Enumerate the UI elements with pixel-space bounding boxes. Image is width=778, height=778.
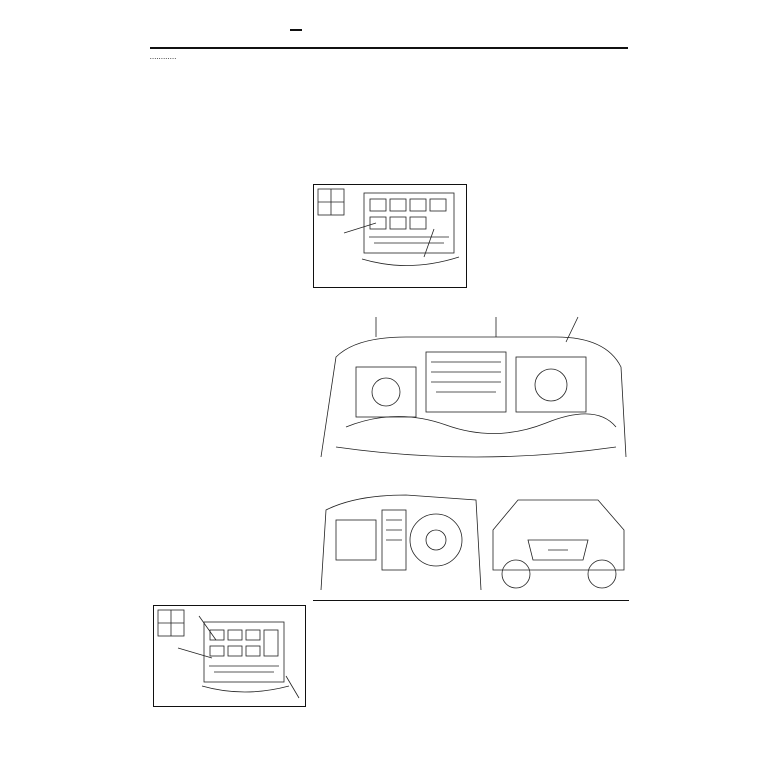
engine-bay-drawing: [316, 297, 629, 470]
underbody-diagram: [488, 470, 629, 595]
interior-diagram: [316, 470, 484, 595]
torque-spec: ............: [150, 52, 177, 61]
page-title: [290, 29, 302, 31]
underbody-drawing: [488, 470, 629, 595]
fuel-pump-relay-figure: [313, 184, 467, 288]
main-relay-figure: [153, 605, 306, 707]
engine-bay-diagram: [316, 297, 629, 470]
fuel-pump-relay-drawing: [314, 185, 466, 287]
figure-caption: [313, 600, 629, 603]
main-relay-drawing: [154, 606, 305, 706]
column-1: [150, 52, 302, 61]
interior-drawing: [316, 470, 484, 595]
header-rule: [150, 27, 628, 49]
